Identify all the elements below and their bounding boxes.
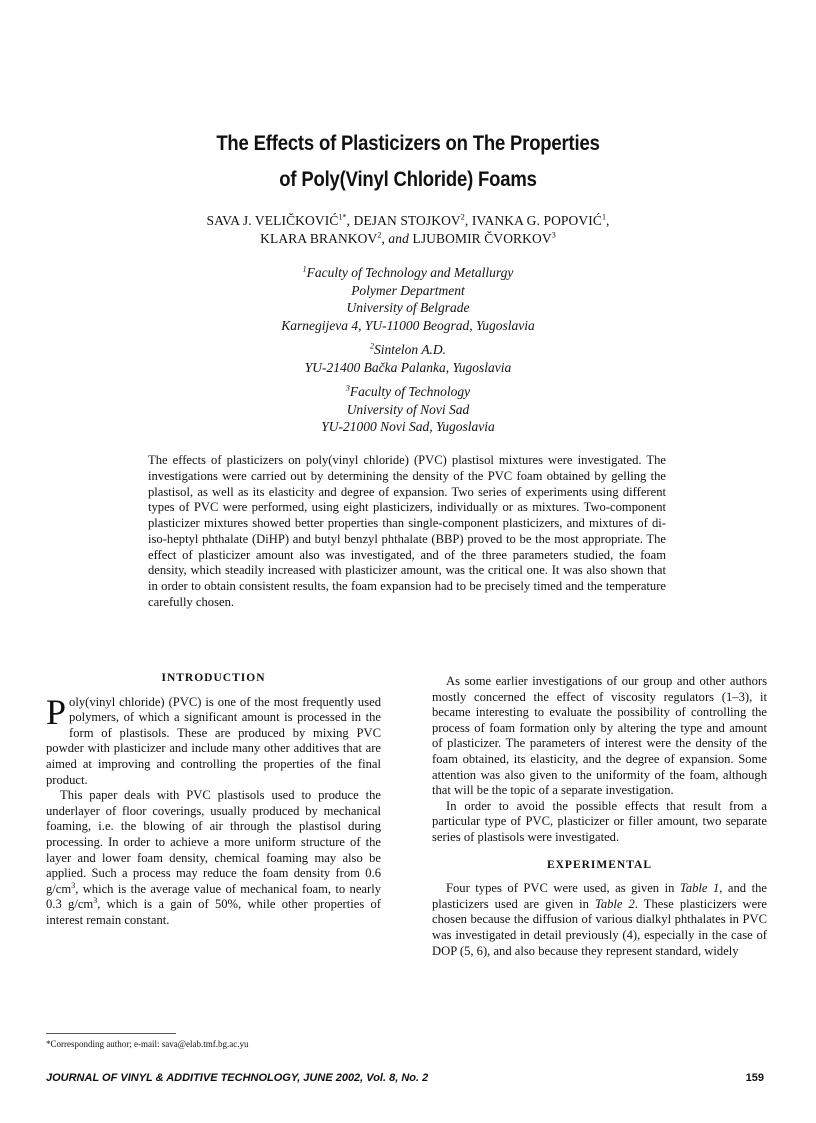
affil-line: YU-21000 Novi Sad, Yugoslavia — [321, 419, 495, 434]
right-paragraph-2: In order to avoid the possible effects that result from a particular type of PVC, plasticizer or filler amount, two separate series of plastisols were investigated. — [432, 798, 767, 844]
paper-title-line-1: The Effects of Plasticizers on The Properties — [216, 132, 600, 155]
corresponding-author-footnote: *Corresponding author; e-mail: sava@elab.tmf.bg.ac.yu — [46, 1039, 249, 1049]
drop-cap: P — [46, 691, 67, 732]
affil-sup: 3 — [345, 383, 350, 393]
author-affil-sup: 1 — [601, 212, 607, 222]
author-name: , IVANKA G. POPOVIĆ — [464, 213, 602, 228]
affil-sup: 2 — [369, 341, 374, 351]
journal-running-footer: JOURNAL OF VINYL & ADDITIVE TECHNOLOGY, JUNE 2002, Vol. 8, No. 2 — [46, 1072, 429, 1084]
experimental-heading: EXPERIMENTAL — [546, 858, 653, 871]
abstract: The effects of plasticizers on poly(vinyl chloride) (PVC) plastisol mixtures were investigated. The investigations were carried out by determining the density of the PVC foam obtained by gelling the plastisol, as well as its elasticity and degree of expansion. Two series of experiments using different types of PVC were performed, using eight plasticizers, individually or as mixtures. Two-component plasticizer mixtures showed better properties than single-component plasticizers, and mixtures of di-iso-heptyl phthalate (DiHP) and butyl benzyl phthalate (BBP) proved to be the most appropriate. The effect of plasticizer amount also was investigated, and of the three parameters studied, the foam density, which steadily increased with plasticizer amount, was the critical one. It was also shown that in order to obtain consistent results, the foam expansion had to be precisely timed and the temperature carefully chosen. — [148, 453, 666, 609]
paper-title-line-2: of Poly(Vinyl Chloride) Foams — [279, 168, 537, 191]
author-affil-sup: 3 — [551, 230, 556, 240]
table-1-ref: Table 1 — [679, 881, 720, 896]
affiliation-1 — [150, 264, 666, 334]
affiliation-2 — [150, 341, 666, 376]
right-paragraph-1: As some earlier investigations of our group and other authors mostly concerned the effect of viscosity regulators (1–3), it became interesting to evaluate the possibility of controlling the process of foam formation only by altering the type and amount of plasticizer. The parameters of interest were the density of the foam obtained, its elasticity, and the degree of expansion. Some attention was also given to the uniformity of the foam, although that will be the topic of a separate investigation. — [432, 674, 767, 798]
table-2-ref: Table 2 — [594, 896, 635, 911]
author-name: , DEJAN STOJKOV — [346, 213, 461, 228]
author-and: and — [388, 231, 409, 246]
affil-sup: 1 — [302, 264, 307, 274]
left-column — [46, 671, 381, 929]
author-affil-sup: 2 — [460, 212, 465, 222]
affil-line: Faculty of Technology — [349, 384, 471, 399]
author-list: SAVA J. $VELIČKOVIĆ^{1*}$, DEJAN STOJKOV$^2$, IVANKA G. POPOVIĆ$^1$, KLARA BRANKOV$^2$, and LJUBOMIR ČVORKOV$^3$ — [206, 212, 610, 246]
page-number: 159 — [745, 1072, 764, 1084]
introduction-heading: INTRODUCTION — [161, 672, 266, 684]
author-affil-sup: 1* — [338, 212, 347, 222]
affil-line: YU-21400 Bačka Palanka, Yugoslavia — [304, 359, 512, 375]
intro-paragraph-1: Poly(vinyl chloride) (PVC) is one of the most frequently used polymers, of which a significant amount is processed in the form of plastisols. These are produced by mixing PVC powder with plasticizer and include many other additives that are aimed at improving and controlling the properties of the final product. — [46, 691, 381, 787]
right-column — [432, 674, 767, 959]
affil-line: University of Belgrade — [346, 300, 470, 315]
author-name: SAVA J. VELIČKOVIĆ — [206, 213, 339, 228]
affil-line: Sintelon A.D. — [373, 342, 447, 357]
affiliation-3 — [150, 383, 666, 436]
footnote-rule — [46, 1033, 176, 1034]
right-paragraph-3: Four types of PVC were used, as given in Table 1, and the plasticizers used are given in Table 2. These plasticizers were chosen because the diffusion of various dialkyl phthalates in PVC was investigated in detail previously (4), especially in the case of DOP (5, 6), and also because they represent standard, widely — [432, 881, 768, 958]
author-name: LJUBOMIR ČVORKOV — [412, 231, 552, 246]
affil-line: University of Novi Sad — [346, 401, 470, 417]
affil-line: Polymer Department — [351, 282, 465, 298]
author-affil-sup: 2 — [377, 230, 382, 240]
affil-line: Faculty of Technology and Metallurgy — [306, 265, 514, 280]
intro-paragraph-2: This paper deals with PVC plastisols used to produce the underlayer of floor coverings, usually produced by mechanical foaming, i.e. the blowing of air through the plastisol during processing. In order to achieve a more uniform structure of the layer and lower foam density, chemical foaming may also be applied. Such a process may reduce the foam density from 0.6 $g/cm^3$, which is the average value of mechanical foam, to nearly 0.3 $g/cm^3$, which is a gain of 50%, while other properties of interest remain constant. — [46, 788, 381, 927]
affil-line: Karnegijeva 4, YU-11000 Beograd, Yugoslavia — [281, 317, 535, 333]
author-name: KLARA BRANKOV — [260, 231, 378, 246]
